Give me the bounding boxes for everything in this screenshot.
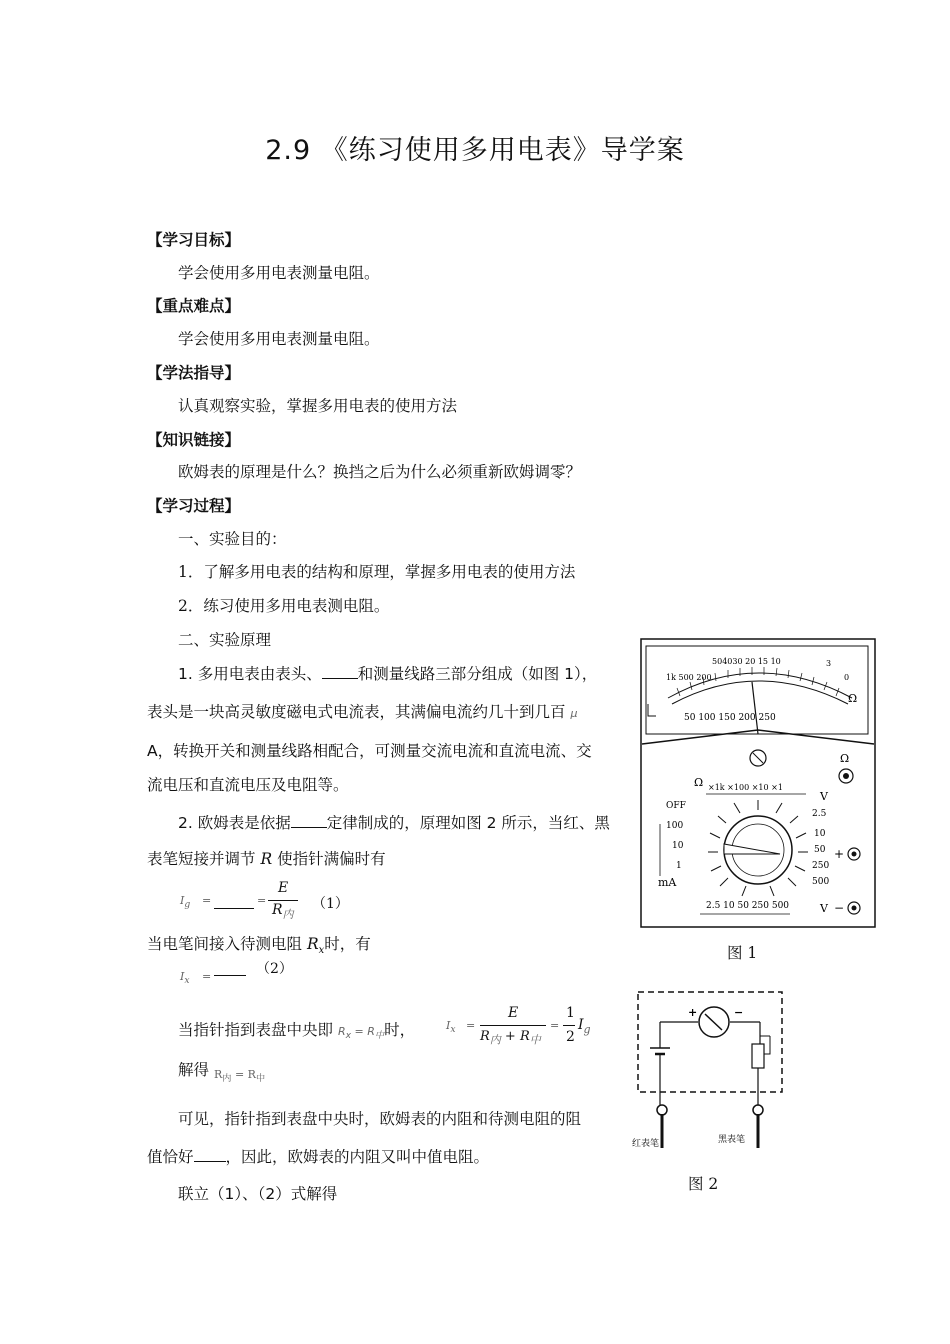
eq1-equals-2: = <box>257 894 267 907</box>
process-p12 <box>178 1018 415 1041</box>
heading-learning-goal: 【学习目标】 <box>147 231 241 249</box>
v-dc-label: V <box>820 902 828 915</box>
p6-part-a: 表头是一块高灵敏度磁电式电流表，其满偏电流约几十到几百 <box>147 703 566 721</box>
p15-part-b: ，因此，欧姆表的内阻又叫中值电阻。 <box>225 1148 490 1166</box>
eq1-equals: = <box>202 894 212 907</box>
bottom-v-labels: 2.5 10 50 250 500 <box>706 901 790 911</box>
ma-10: 10 <box>672 841 684 851</box>
variable-resistor-icon <box>752 1044 764 1068</box>
ma-off: OFF <box>666 801 686 811</box>
eq2-lhs: $I_x$ <box>180 970 190 987</box>
eq3-denominator: $R_内 + R_中$ <box>480 1029 541 1047</box>
blank-2 <box>291 813 327 828</box>
eq1-fraction-bar <box>268 900 298 901</box>
eq2-blank <box>214 961 246 976</box>
black-probe-icon <box>753 1105 763 1115</box>
process-p5 <box>178 662 597 684</box>
p11-rx: $R_x$ <box>306 935 325 957</box>
minus-jack-label: − <box>834 901 845 915</box>
eq3-half-num: 1 <box>566 1005 575 1021</box>
heading-knowledge-link: 【知识链接】 <box>147 431 241 449</box>
v-2-5: 2.5 <box>812 809 827 819</box>
v-10: 10 <box>814 829 826 839</box>
range-multiplier-label: ×1k ×100 ×10 ×1 <box>708 783 783 792</box>
process-p8: 流电压和直流电压及电阻等。 <box>147 776 349 794</box>
knowledge-link-text: 欧姆表的原理是什么？换挡之后为什么必须重新欧姆调零？ <box>178 463 582 481</box>
heading-method: 【学法指导】 <box>147 364 241 382</box>
heading-key-points: 【重点难点】 <box>147 297 241 315</box>
p12-part-b: 时， <box>384 1021 416 1039</box>
eq3-fraction-bar <box>480 1025 546 1026</box>
method-text: 认真观察实验，掌握多用电表的使用方法 <box>178 397 458 415</box>
process-p13 <box>178 1058 209 1080</box>
equation-3 <box>446 1005 606 1053</box>
plus-jack-label: + <box>834 847 845 861</box>
blank-1 <box>322 664 358 679</box>
p9-part-a: 2. 欧姆表是依据 <box>178 814 291 832</box>
eq1-tag: （1） <box>312 896 349 912</box>
ohm-scale-zero: 0 <box>844 673 850 682</box>
eq3-lhs: $I_x$ <box>446 1019 456 1036</box>
eq2-tag: （2） <box>256 961 293 977</box>
p15-part-a: 值恰好 <box>147 1148 194 1166</box>
scale-low: 50 100 150 200 250 <box>684 713 776 723</box>
galvanometer-plus: + <box>688 1006 698 1019</box>
process-p10 <box>147 847 386 869</box>
process-p9 <box>178 811 610 833</box>
mu-symbol: μ <box>570 707 578 720</box>
range-ohm-label: Ω <box>694 776 704 789</box>
p11-part-d: 时，有 <box>324 935 371 953</box>
process-p15 <box>147 1145 489 1167</box>
process-p16: 联立（1）、（2）式解得 <box>178 1185 338 1203</box>
figure-2-caption: 图 2 <box>688 1175 719 1193</box>
eq1-lhs: $I_g$ <box>180 894 191 911</box>
v-ac-label: V <box>820 790 828 803</box>
p10-r: R <box>260 850 273 868</box>
eq1-blank <box>214 894 254 909</box>
process-p6 <box>147 700 577 722</box>
eq3-numerator: E <box>508 1005 519 1021</box>
process-p11 <box>147 932 371 956</box>
figure-1-multimeter <box>640 638 876 928</box>
equation-1 <box>180 880 360 920</box>
p10-part-c: 使指针满偏时有 <box>277 850 386 868</box>
ma-100: 100 <box>666 821 684 831</box>
eq1-numerator: E <box>278 880 289 896</box>
red-probe-icon <box>657 1105 667 1115</box>
process-p7: A，转换开关和测量线路相配合，可测量交流电流和直流电流、交 <box>147 742 592 760</box>
ohm-jack-label: Ω <box>840 752 850 765</box>
ohm-scale-right: 3 <box>826 659 832 668</box>
eq3-equals: = <box>466 1019 476 1032</box>
eq2-equals: = <box>202 970 212 983</box>
p9-part-b: 定律制成的，原理如图 2 所示，当红、黑 <box>326 814 610 832</box>
p5-part-a: 1. 多用电表由表头、 <box>178 665 322 683</box>
galvanometer-minus: − <box>734 1006 744 1019</box>
ohm-scale-top-mid: 504030 20 15 10 <box>712 657 781 666</box>
eq3-equals-2: = <box>550 1019 560 1032</box>
ohm-scale-top: 1k 500 200 <box>666 673 712 682</box>
red-probe-label: 红表笔 <box>632 1139 660 1149</box>
p12-part-a: 当指针指到表盘中央即 <box>178 1021 334 1039</box>
p12-rx-eq: $R_x = R_中$ <box>337 1025 385 1042</box>
process-p14: 可见，指针指到表盘中央时，欧姆表的内阻和待测电阻的阻 <box>178 1110 582 1128</box>
process-p1: 一、实验目的： <box>178 530 287 548</box>
p10-part-a: 表笔短接并调节 <box>147 850 256 868</box>
key-points-text: 学会使用多用电表测量电阻。 <box>178 330 380 348</box>
eq3-half-den: 2 <box>566 1029 575 1045</box>
black-probe-label: 黑表笔 <box>718 1135 746 1145</box>
eq1-denominator: $R_内$ <box>272 902 294 921</box>
learning-goal-text: 学会使用多用电表测量电阻。 <box>178 264 380 282</box>
p11-part-a: 当电笔间接入待测电阻 <box>147 935 303 953</box>
blank-3 <box>194 1147 226 1162</box>
equation-2 <box>180 958 300 986</box>
ohm-unit: Ω <box>848 692 858 705</box>
p5-part-b: 和测量线路三部分组成（如图 1）， <box>357 665 598 683</box>
ma-1: 1 <box>676 861 682 871</box>
figure-2-circuit <box>630 988 790 1158</box>
v-250: 250 <box>812 861 830 871</box>
p13-result: $R_内 = R_中$ <box>214 1068 266 1085</box>
heading-process: 【学习过程】 <box>147 497 241 515</box>
eq3-ig: $I_g$ <box>578 1017 591 1036</box>
ma-unit: mA <box>658 876 677 889</box>
eq3-half-bar <box>563 1025 575 1026</box>
process-p2: 1．了解多用电表的结构和原理，掌握多用电表的使用方法 <box>178 563 576 581</box>
v-500: 500 <box>812 877 830 887</box>
page-title: 2.9 《练习使用多用电表》导学案 <box>265 135 685 166</box>
p13-text: 解得 <box>178 1061 210 1079</box>
v-50: 50 <box>814 845 826 855</box>
process-p3: 2．练习使用多用电表测电阻。 <box>178 597 390 615</box>
figure-1-caption: 图 1 <box>727 944 758 962</box>
process-p4: 二、实验原理 <box>178 631 272 649</box>
